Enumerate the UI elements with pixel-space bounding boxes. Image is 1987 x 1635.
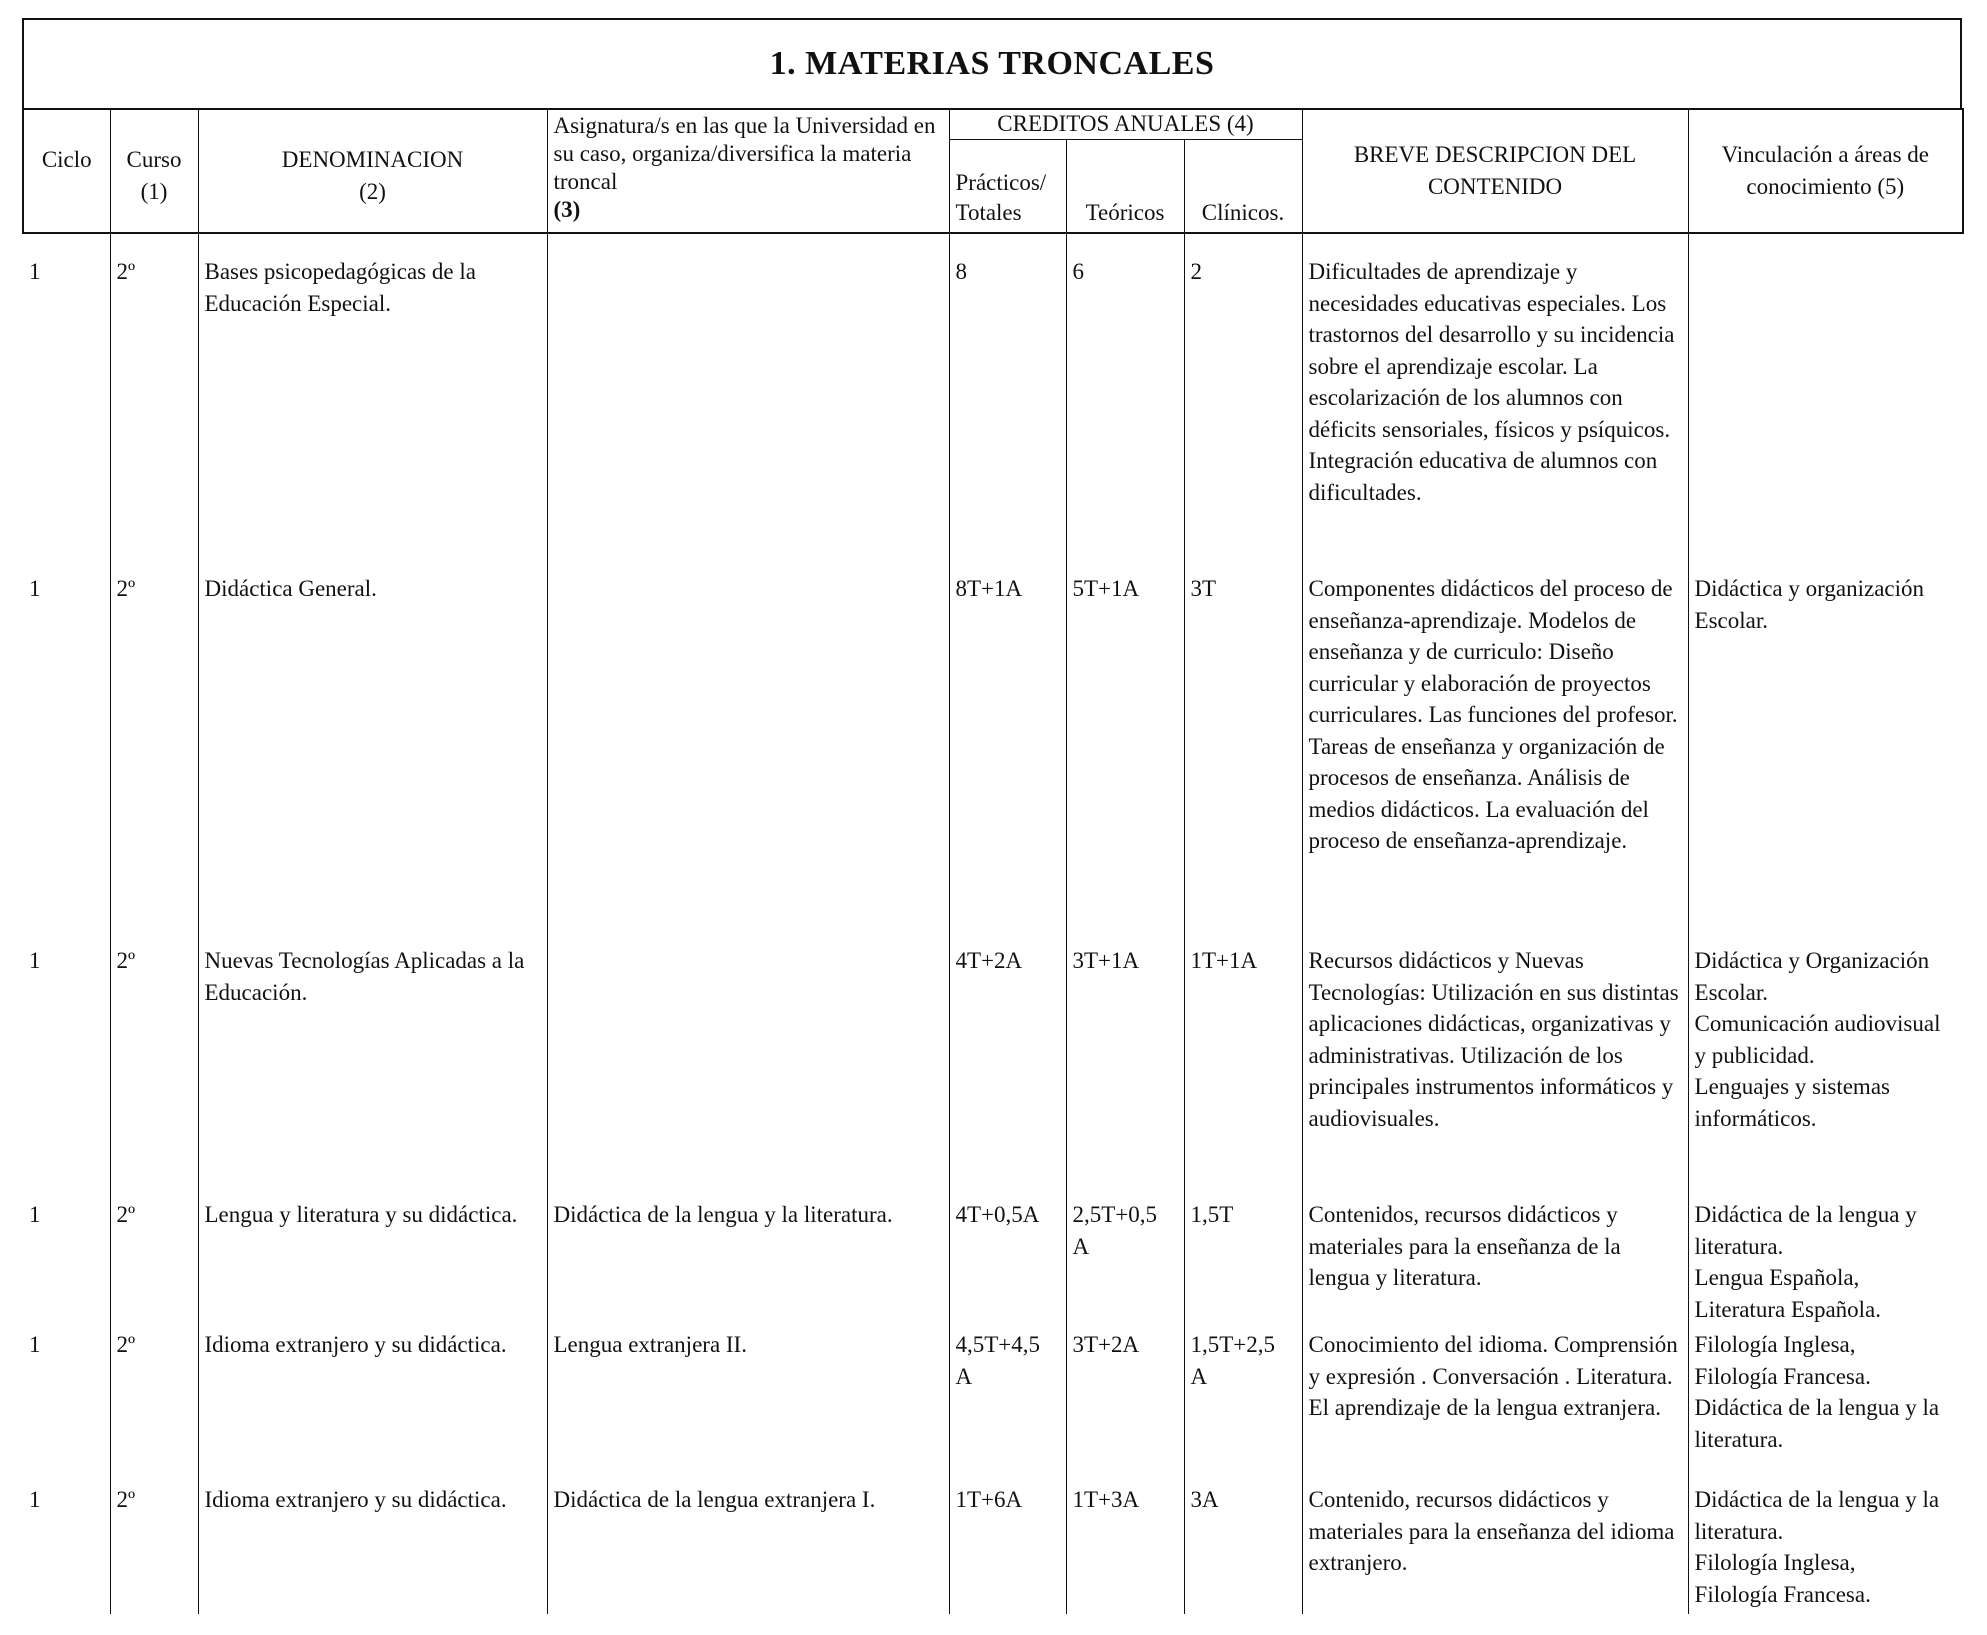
header-vinculacion — [1688, 109, 1963, 233]
cell-denominacion: Idioma extranjero y su didáctica. — [198, 1484, 547, 1614]
cell-teoricos: 3T+1A — [1066, 945, 1184, 1199]
header-denominacion-label: DENOMINACION — [281, 147, 464, 172]
cell-teoricos: 1T+3A — [1066, 1484, 1184, 1614]
cell-clinicos: 1,5T+2,5 A — [1184, 1329, 1302, 1484]
cell-clinicos: 1T+1A — [1184, 945, 1302, 1199]
cell-descripcion: Contenido, recursos didácticos y materiales para la enseñanza del idioma extranjero. — [1302, 1484, 1688, 1614]
cell-descripcion: Contenidos, recursos didácticos y materiales para la enseñanza de la lengua y literatura. — [1302, 1199, 1688, 1329]
cell-vinculacion: Didáctica de la lengua y literatura. Lengua Española, Literatura Española. — [1688, 1199, 1963, 1329]
document-page — [22, 18, 1962, 1635]
header-curso-label: Curso — [126, 147, 182, 172]
header-descripcion — [1302, 109, 1688, 233]
cell-descripcion: Recursos didácticos y Nuevas Tecnologías: Utilización en sus distintas aplicaciones didácticas, organizativas y administrativas. Utilización de los principales instrumentos informáticos y audiovisuales. — [1302, 945, 1688, 1199]
cell-ciclo: 1 — [29, 576, 41, 601]
header-denominacion-note: (2) — [359, 178, 386, 204]
cell-ciclo: 1 — [29, 1332, 41, 1357]
cell-ciclo: 1 — [29, 948, 41, 973]
header-creditos — [949, 109, 1302, 139]
cell-descripcion: Dificultades de aprendizaje y necesidades educativas especiales. Los trastornos del desarrollo y su incidencia sobre el aprendizaje escolar. La escolarización de los alumnos con déficits sensoriales, físicos y psíquicos. Integración educativa de alumnos con dificultades. — [1302, 256, 1688, 573]
cell-denominacion: Lengua y literatura y su didáctica. — [198, 1199, 547, 1329]
cell-curso: 2º — [110, 256, 198, 573]
table-row — [23, 573, 1963, 945]
header-asignatura-note: (3) — [553, 197, 581, 222]
header-curso — [110, 109, 198, 233]
cell-denominacion: Bases psicopedagógicas de la Educación Especial. — [198, 256, 547, 573]
cell-asignatura: Didáctica de la lengua extranjera I. — [547, 1484, 949, 1614]
cell-clinicos: 2 — [1184, 256, 1302, 573]
table-row — [23, 1199, 1963, 1329]
cell-asignatura: Didáctica de la lengua y la literatura. — [547, 1199, 949, 1329]
cell-vinculacion: Didáctica de la lengua y la literatura. Filología Inglesa, Filología Francesa. — [1688, 1484, 1963, 1614]
cell-totales: 4,5T+4,5 A — [949, 1329, 1066, 1484]
cell-ciclo: 1 — [29, 1487, 41, 1512]
header-clinicos — [1184, 139, 1302, 233]
cell-teoricos: 5T+1A — [1066, 573, 1184, 945]
cell-totales: 8 — [949, 256, 1066, 573]
header-practicos-label: Prácticos/ Totales — [955, 170, 1047, 225]
table-row — [23, 945, 1963, 1199]
header-denominacion — [198, 109, 547, 233]
cell-asignatura — [547, 945, 949, 1199]
cell-curso: 2º — [110, 1329, 198, 1484]
cell-clinicos: 1,5T — [1184, 1199, 1302, 1329]
cell-totales: 8T+1A — [949, 573, 1066, 945]
cell-teoricos: 2,5T+0,5 A — [1066, 1199, 1184, 1329]
table-row — [23, 1329, 1963, 1484]
cell-denominacion: Nuevas Tecnologías Aplicadas a la Educación. — [198, 945, 547, 1199]
cell-descripcion: Conocimiento del idioma. Comprensión y expresión . Conversación . Literatura. El aprendizaje de la lengua extranjera. — [1302, 1329, 1688, 1484]
cell-curso: 2º — [110, 1484, 198, 1614]
table-header — [23, 109, 1963, 233]
cell-curso: 2º — [110, 573, 198, 945]
cell-vinculacion: Didáctica y Organización Escolar. Comunicación audiovisual y publicidad. Lenguajes y sistemas informáticos. — [1688, 945, 1963, 1199]
cell-curso: 2º — [110, 945, 198, 1199]
header-clinicos-label: Clínicos. — [1201, 200, 1285, 225]
cell-ciclo: 1 — [29, 1202, 41, 1227]
cell-clinicos: 3A — [1184, 1484, 1302, 1614]
cell-ciclo: 1 — [29, 259, 41, 284]
header-curso-note: (1) — [140, 178, 168, 204]
cell-asignatura: Lengua extranjera II. — [547, 1329, 949, 1484]
cell-totales: 1T+6A — [949, 1484, 1066, 1614]
cell-descripcion: Componentes didácticos del proceso de enseñanza-aprendizaje. Modelos de enseñanza y de curriculo: Diseño curricular y elaboración de proyectos curriculares. Las funciones del profesor. Tareas de enseñanza y organización de procesos de enseñanza. Análisis de medios didácticos. La evaluación del proceso de enseñanza-aprendizaje. — [1302, 573, 1688, 945]
table-row — [23, 1484, 1963, 1614]
materias-table — [22, 108, 1964, 1614]
header-vinculacion-label: Vinculación a áreas de conocimiento (5) — [1721, 142, 1929, 199]
header-descripcion-label: BREVE DESCRIPCION DEL CONTENIDO — [1353, 142, 1637, 199]
spacer-row — [23, 233, 1963, 256]
header-teoricos — [1066, 139, 1184, 233]
header-teoricos-label: Teóricos — [1085, 200, 1165, 225]
cell-vinculacion: Filología Inglesa, Filología Francesa. Didáctica de la lengua y la literatura. — [1688, 1329, 1963, 1484]
cell-denominacion: Didáctica General. — [198, 573, 547, 945]
header-ciclo-label: Ciclo — [41, 147, 92, 172]
cell-vinculacion: Didáctica y organización Escolar. — [1688, 573, 1963, 945]
cell-teoricos: 6 — [1066, 256, 1184, 573]
cell-totales: 4T+0,5A — [949, 1199, 1066, 1329]
cell-clinicos: 3T — [1184, 573, 1302, 945]
cell-asignatura — [547, 573, 949, 945]
cell-vinculacion — [1688, 256, 1963, 573]
table-row — [23, 256, 1963, 573]
header-creditos-label: CREDITOS ANUALES (4) — [997, 111, 1254, 136]
header-asignatura — [547, 109, 949, 233]
title-box — [22, 18, 1962, 110]
header-practicos — [949, 139, 1066, 233]
header-ciclo — [23, 109, 110, 233]
header-asignatura-label: Asignatura/s en las que la Universidad en su caso, organiza/diversifica la materia troncal — [553, 113, 936, 194]
table-body — [23, 233, 1963, 1614]
cell-denominacion: Idioma extranjero y su didáctica. — [198, 1329, 547, 1484]
page-title: 1. MATERIAS TRONCALES — [769, 45, 1215, 82]
cell-teoricos: 3T+2A — [1066, 1329, 1184, 1484]
cell-totales: 4T+2A — [949, 945, 1066, 1199]
cell-curso: 2º — [110, 1199, 198, 1329]
cell-asignatura — [547, 256, 949, 573]
